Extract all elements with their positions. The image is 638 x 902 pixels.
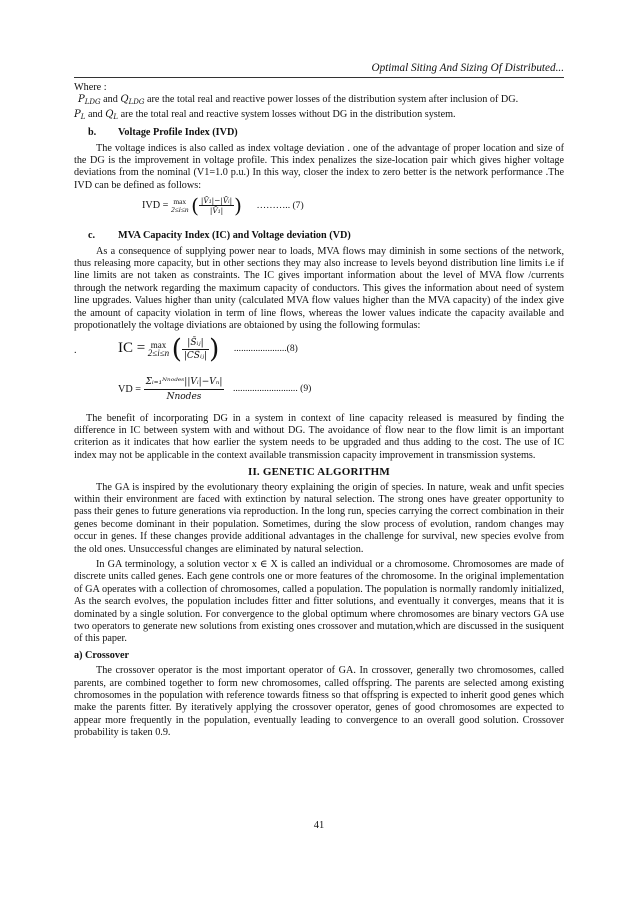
paragraph-crossover: The crossover operator is the most important operator of GA. In crossover, generally two chromosomes, called parents, are combined together to form new chromosomes, called offspring. The parents are selected among existing chromosomes in the population with reference towards fitness so that offspring is expected to inherit good genes which make the parents fitter. By iteratively applying the crossover operator, genes of good chromosomes are expected to appear more frequently in the population, eventually leading to convergence to an overall good solution. Crossover probability is taken 0.9.: [74, 665, 564, 739]
subsection-b-heading: b. Voltage Profile Index (IVD): [88, 127, 238, 139]
paragraph-ic: As a consequence of supplying power near to loads, MVA flows may diminish in some sections of the network, thus releasing more capacity, but in other sections they may also increase to levels beyond distribution line limits i.e if line limits are not taken as constraints. The IC gives important information about the level of MVA flow /currents through the network regarding the maximum capacity of conductors. This gives the information about need of system line upgrades. Values higher than unity (calculated MVA flow values higher than the MVA capacity) of the index give the amount of capacity violation in term of line flows, whereas the lower values indicate the capacity available and propotionatlely the voltage diviations are obtaioned by using the following formulas:: [74, 245, 564, 332]
symbol-p-l: $P_L$: [74, 108, 86, 121]
equation-9: VD = $\frac{\text{Σᵢ₌₁ᴺⁿᵒᵈᵉˢ||Vᵢ|−Vₙ|}}{\text{Nnodes}}$ ........................... (9): [118, 376, 312, 402]
definition-l: $P_L$ and $Q_L$ are the total real and reactive system losses without DG in the distribution system.: [74, 108, 456, 121]
running-head: Optimal Siting And Sizing Of Distributed...: [371, 62, 564, 74]
symbol-q-ldg: $Q_{LDG}$: [120, 94, 145, 107]
equation-8: . IC = max 2≤i≤n ( $\frac{\text{|S̄ᵢⱼ|}}{\text{|CS̄ᵢⱼ|}}$ ) ......................(8): [74, 333, 298, 364]
paragraph-ga-2: In GA terminology, a solution vector x ∈ X is called an individual or a chromosome. Chromosomes are made of discrete units called genes. Each gene controls one or more features of the chromosome. In the original implementation of GA operates with a collection of chromosomes, called a population. The population is normally randomly initialized, As the search evolves, the population includes fitter and fitter solutions, and eventually it converges, means that it is dominated by a single solution. For convergence to the global optimum where chromosomes are binary vectors GA use two operators to generate new solutions from existing ones crossover and mutation,which are discussed in the susiquent of this paper.: [74, 558, 564, 645]
where-label: Where :: [74, 82, 107, 93]
paragraph-benefit: The benefit of incorporating DG in a system in context of line capacity released is measured by finding the difference in IC between system with and without DG. The avoidance of flow near to the flow limit is an important criterion as it indicates that how earlier the system needs to be upgraded and thus adding to the cost. The use of IC index may not be applicable in the context available transmission capacity improvement in transmission systems.: [74, 412, 564, 461]
paragraph-ga-1: The GA is inspired by the evolutionary theory explaining the origin of species. In nature, weak and unfit species within their environment are faced with extinction by natural selection. The strong ones have greater opportunity to pass their genes to future generations via reproduction. In the long run, species carrying the correct combination in their genes become dominant in their population. Sometimes, during the slow process of evolution, random changes may occur in genes. If these changes provide additional advantages in the challenge for survival, new species evolve from the old ones. Unsuccessful changes are eliminated by natural selection.: [74, 481, 564, 555]
page-number: 41: [313, 820, 325, 831]
subsection-a-heading: a) Crossover: [74, 649, 129, 661]
equation-7: IVD = max 2≤i≤n ( $\frac{\text{|V̄₁|−|V̄ᵢ|}}{\text{|V̄₁|}}$ ) ……….. (7): [142, 193, 304, 218]
subsection-c-heading: c. MVA Capacity Index (IC) and Voltage deviation (VD): [88, 230, 351, 242]
header-rule: [74, 77, 564, 78]
section-title-ga: II. GENETIC ALGORITHM: [247, 466, 391, 479]
paragraph-ivd: The voltage indices is also called as index voltage deviation . one of the advantage of proper location and size of the DG is the improvement in voltage profile. This index penalizes the size-location pair which gives higher voltage deviations from the nominal (V1=1.0 p.u.) In this way, closer the index to zero better is the network performance .The IVD can be defined as follows:: [74, 142, 564, 191]
symbol-q-l: $Q_L$: [105, 108, 119, 121]
symbol-p-ldg: $P_{LDG}$: [78, 94, 101, 107]
definition-ldg: $P_{LDG}$ and $Q_{LDG}$ are the total real and reactive power losses of the distribution system after inclusion of DG.: [78, 94, 519, 107]
body-text: [74, 82, 564, 740]
